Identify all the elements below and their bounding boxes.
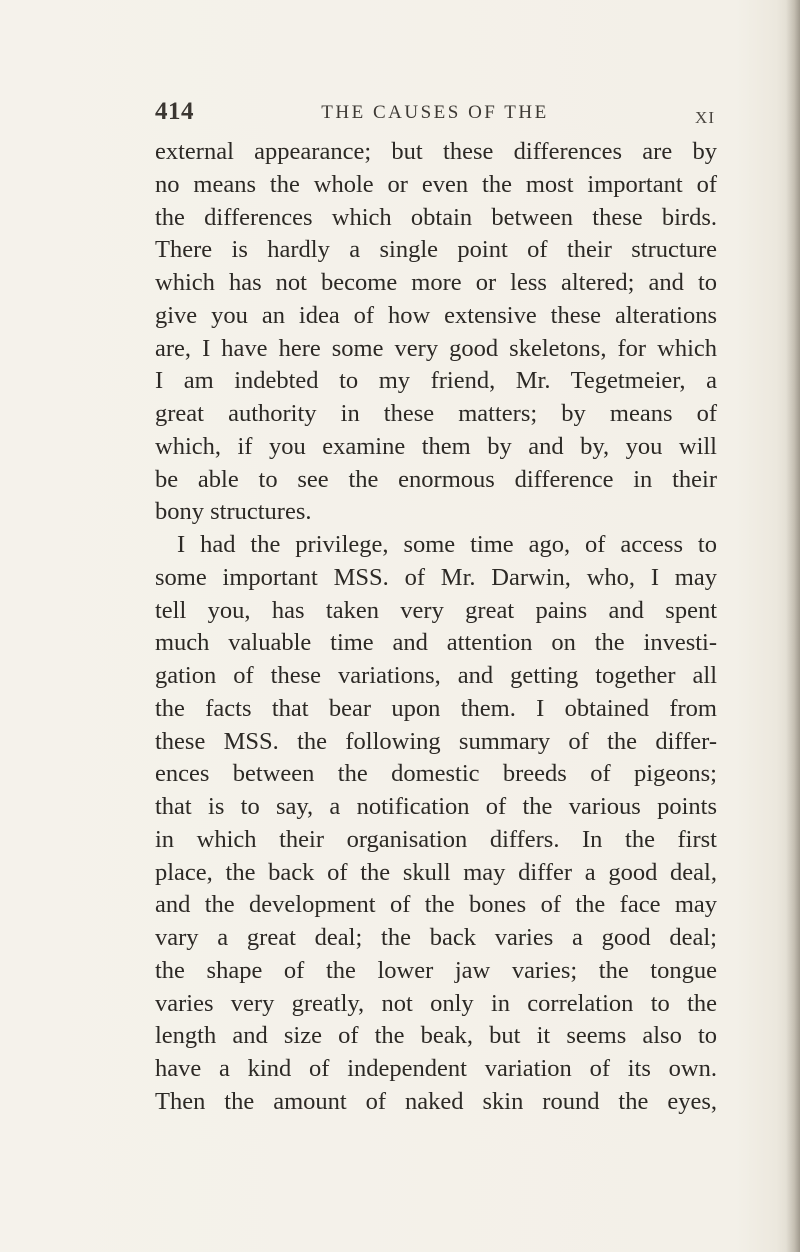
text-line: much valuable time and attention on the investi- — [155, 629, 717, 657]
text-line: and the development of the bones of the face may — [155, 891, 717, 919]
text-line: the shape of the lower jaw varies; the tongue — [155, 956, 717, 984]
text-line: are, I have here some very good skeletons, for which — [155, 334, 717, 362]
text-line: the facts that bear upon them. I obtained from — [155, 694, 717, 722]
text-line: I had the privilege, some time ago, of access to — [177, 531, 717, 558]
text-line: length and size of the beak, but it seems also to — [155, 1022, 717, 1050]
text-line: gation of these variations, and getting together all — [155, 662, 717, 689]
text-line: place, the back of the skull may differ a good deal, — [155, 858, 717, 886]
page-edge-shadow — [786, 0, 800, 1252]
text-line: be able to see the enormous difference in their — [155, 465, 717, 493]
text-line: tell you, has taken very great pains and spent — [155, 596, 717, 624]
text-line: There is hardly a single point of their structure — [155, 236, 717, 264]
text-line: bony structures. — [155, 498, 312, 526]
body-text — [155, 136, 717, 1119]
text-line: Then the amount of naked skin round the eyes, — [155, 1087, 717, 1115]
text-line: great authority in these matters; by means of — [155, 400, 717, 427]
text-line: in which their organisation differs. In the first — [155, 825, 717, 853]
text-line: external appearance; but these differences are by — [155, 138, 717, 165]
chapter-number: XI — [695, 108, 715, 127]
text-line: have a kind of independent variation of its own. — [155, 1055, 717, 1082]
page-number: 414 — [155, 98, 194, 125]
text-line: I am indebted to my friend, Mr. Tegetmeier, a — [155, 367, 717, 395]
text-line: which has not become more or less altered; and to — [155, 269, 717, 296]
text-line: vary a great deal; the back varies a good deal; — [155, 924, 717, 951]
page-header — [155, 98, 715, 138]
text-line: no means the whole or even the most important of — [155, 170, 717, 198]
text-line: ences between the domestic breeds of pigeons; — [155, 760, 717, 788]
text-line: which, if you examine them by and by, you will — [155, 432, 717, 460]
text-line: give you an idea of how extensive these alterations — [155, 301, 717, 329]
text-line: that is to say, a notification of the various points — [155, 793, 717, 820]
text-line: some important MSS. of Mr. Darwin, who, I may — [155, 563, 717, 591]
text-line: these MSS. the following summary of the differ- — [155, 727, 717, 755]
text-line: the differences which obtain between these birds. — [155, 203, 717, 231]
running-head: THE CAUSES OF THE — [321, 102, 549, 123]
text-line: varies very greatly, not only in correlation to the — [155, 989, 717, 1017]
